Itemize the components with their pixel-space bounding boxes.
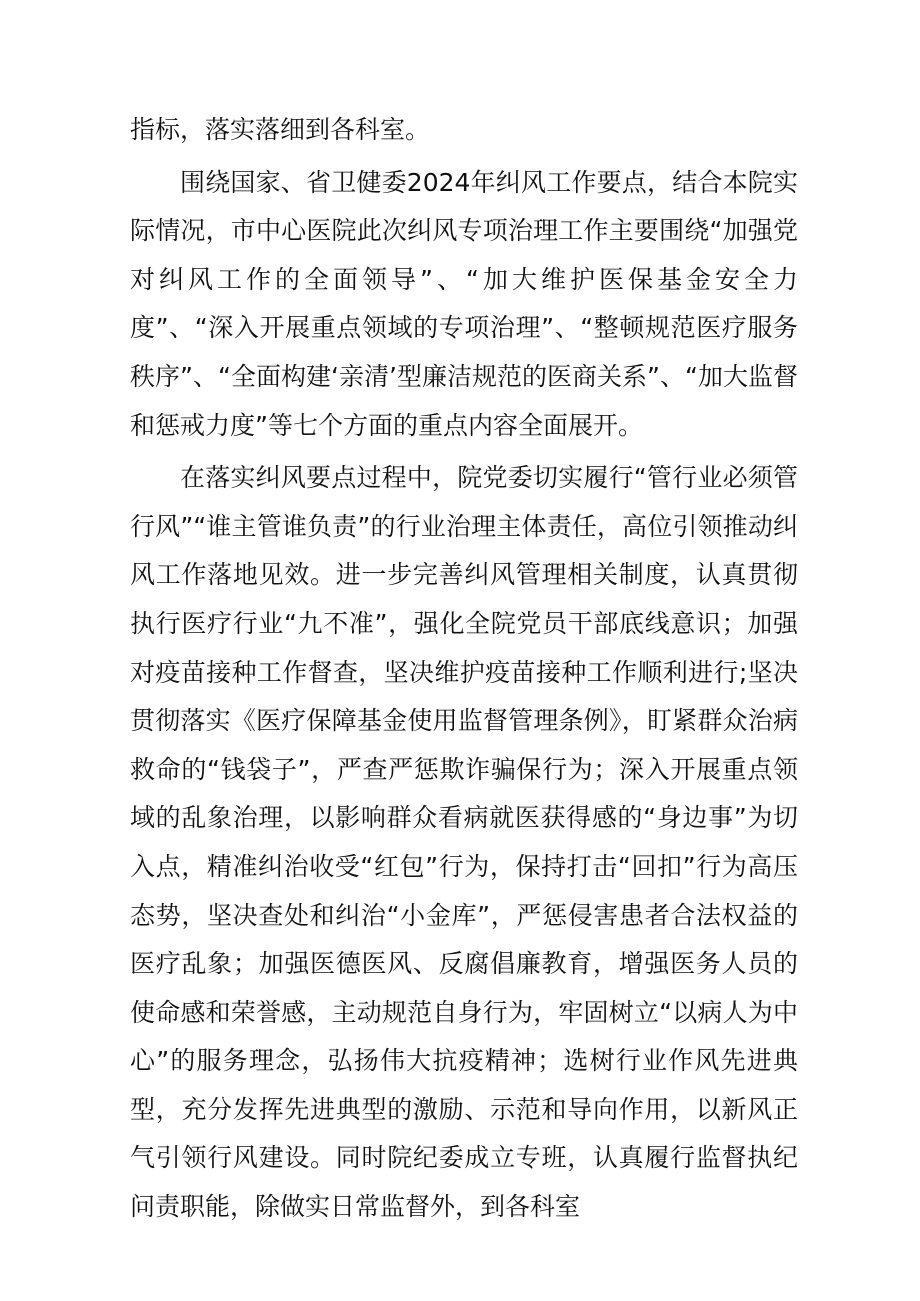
paragraph-continuation: 指标，落实落细到各科室。: [130, 115, 431, 144]
body-text: [130, 106, 798, 1232]
paragraph-work-focus: 围绕国家、省卫健委2024年纠风工作要点，结合本院实际情况，市中心医院此次纠风专项治理工作主要围绕“加强党对纠风工作的全面领导”、“加大维护医保基金安全力度”、“深入开展重点领域的专项治理”、“整顿规范医疗服务秩序”、“全面构建‘亲清’型廉洁规范的医商关系”、“加大监督和惩戒力度”等七个方面的重点内容全面展开。: [130, 167, 798, 440]
paragraph-implementation: 在落实纠风要点过程中，院党委切实履行“管行业必须管行风”“谁主管谁负责”的行业治理主体责任，高位引领推动纠风工作落地见效。进一步完善纠风管理相关制度，认真贯彻执行医疗行业“九不准”，强化全院党员干部底线意识；加强对疫苗接种工作督查，坚决维护疫苗接种工作顺利进行;坚决贯彻落实《医疗保障基金使用监督管理条例》，盯紧群众治病救命的“钱袋子”，严查严惩欺诈骗保行为；深入开展重点领域的乱象治理，以影响群众看病就医获得感的“身边事”为切入点，精准纠治收受“红包”行为，保持打击“回扣”行为高压态势，坚决查处和纠治“小金库”，严惩侵害患者合法权益的医疗乱象；加强医德医风、反腐倡廉教育，增强医务人员的使命感和荣誉感，主动规范自身行为，牢固树立“以病人为中心”的服务理念，弘扬伟大抗疫精神；选树行业作风先进典型，充分发挥先进典型的激励、示范和导向作用，以新风正气引领行风建设。同时院纪委成立专班，认真履行监督执纪问责职能，除做实日常监督外，到各科室: [130, 463, 798, 1222]
